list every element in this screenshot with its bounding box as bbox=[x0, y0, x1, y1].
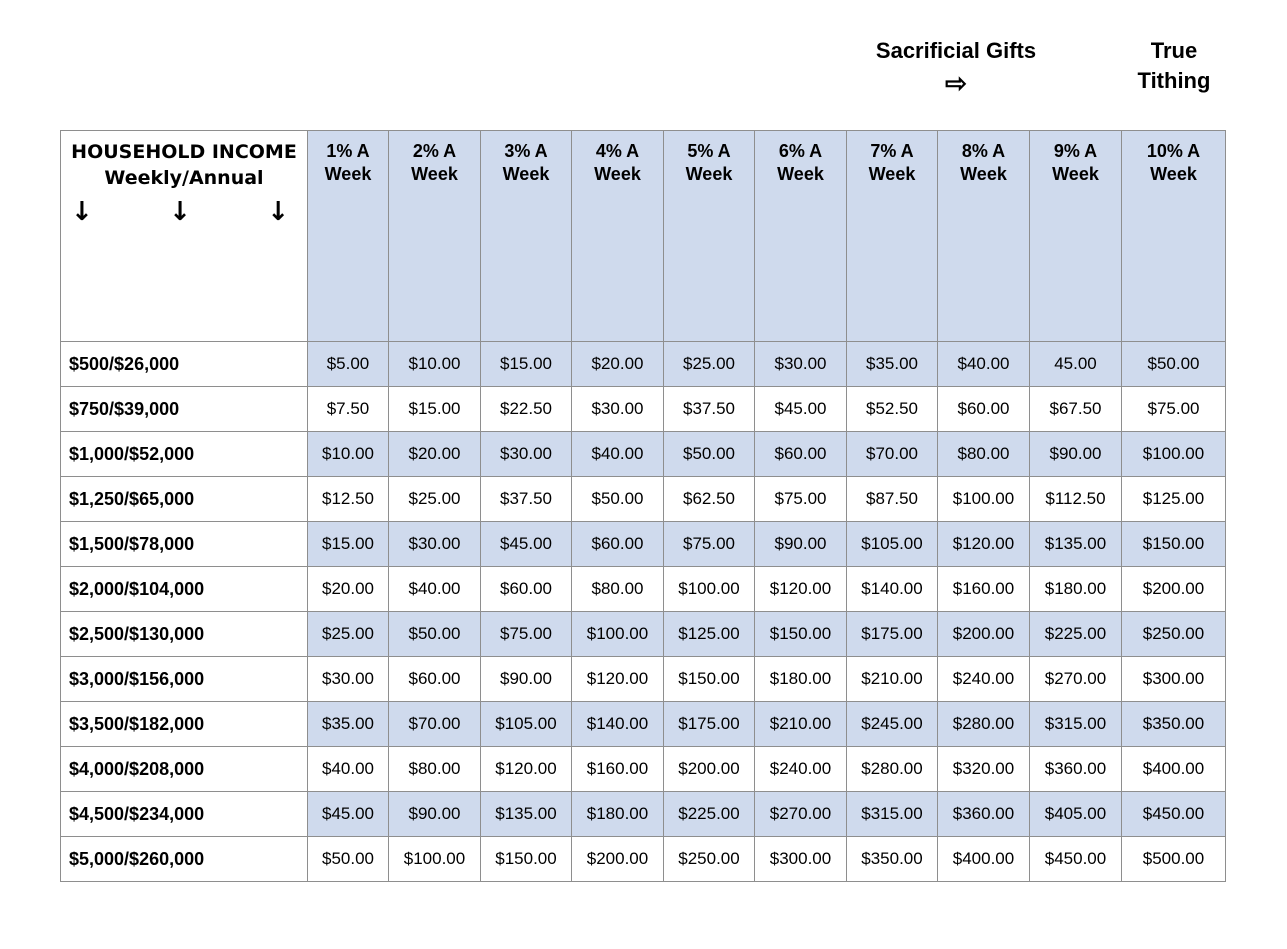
table-row bbox=[61, 612, 1226, 657]
amount-cell: $30.00 bbox=[755, 342, 847, 387]
amount-cell: $120.00 bbox=[938, 522, 1030, 567]
amount-cell: $125.00 bbox=[1122, 477, 1226, 522]
income-cell: $3,000/$156,000 bbox=[61, 657, 308, 702]
amount-cell: $25.00 bbox=[308, 612, 389, 657]
amount-cell: $200.00 bbox=[572, 837, 664, 882]
amount-cell: $5.00 bbox=[308, 342, 389, 387]
amount-cell: $270.00 bbox=[1030, 657, 1122, 702]
amount-cell: $67.50 bbox=[1030, 387, 1122, 432]
percent-column-header bbox=[308, 131, 389, 342]
amount-cell: $125.00 bbox=[664, 612, 755, 657]
amount-cell: $50.00 bbox=[308, 837, 389, 882]
amount-cell: $240.00 bbox=[755, 747, 847, 792]
amount-cell: $37.50 bbox=[664, 387, 755, 432]
table-row bbox=[61, 432, 1226, 477]
down-arrow-icon: ↓ bbox=[169, 197, 191, 227]
amount-cell: $52.50 bbox=[847, 387, 938, 432]
amount-cell: $60.00 bbox=[481, 567, 572, 612]
sacrificial-gifts-label bbox=[856, 36, 1056, 98]
amount-cell: $280.00 bbox=[938, 702, 1030, 747]
amount-cell: $105.00 bbox=[481, 702, 572, 747]
amount-cell: $30.00 bbox=[389, 522, 481, 567]
amount-cell: $15.00 bbox=[481, 342, 572, 387]
amount-cell: $225.00 bbox=[1030, 612, 1122, 657]
household-income-header bbox=[61, 131, 308, 342]
amount-cell: $315.00 bbox=[847, 792, 938, 837]
table-row bbox=[61, 567, 1226, 612]
weekly-annual-subtitle: Weekly/Annual bbox=[104, 167, 264, 189]
amount-cell: $40.00 bbox=[389, 567, 481, 612]
amount-cell: $350.00 bbox=[847, 837, 938, 882]
amount-cell: $80.00 bbox=[572, 567, 664, 612]
amount-cell: $12.50 bbox=[308, 477, 389, 522]
column-percent-label: 8% A bbox=[961, 141, 1006, 161]
amount-cell: $75.00 bbox=[755, 477, 847, 522]
column-week-label: Week bbox=[594, 164, 641, 184]
down-arrow-icon: ↓ bbox=[267, 197, 289, 227]
column-percent-label: 3% A bbox=[504, 141, 548, 161]
amount-cell: $175.00 bbox=[664, 702, 755, 747]
amount-cell: $270.00 bbox=[755, 792, 847, 837]
amount-cell: $150.00 bbox=[1122, 522, 1226, 567]
amount-cell: $62.50 bbox=[664, 477, 755, 522]
column-week-label: Week bbox=[502, 164, 550, 184]
percent-column-header bbox=[755, 131, 847, 342]
amount-cell: $60.00 bbox=[389, 657, 481, 702]
table-row bbox=[61, 522, 1226, 567]
amount-cell: $210.00 bbox=[755, 702, 847, 747]
amount-cell: $300.00 bbox=[755, 837, 847, 882]
amount-cell: $10.00 bbox=[308, 432, 389, 477]
amount-cell: $135.00 bbox=[481, 792, 572, 837]
amount-cell: $90.00 bbox=[1030, 432, 1122, 477]
amount-cell: $50.00 bbox=[664, 432, 755, 477]
amount-cell: $45.00 bbox=[481, 522, 572, 567]
amount-cell: $37.50 bbox=[481, 477, 572, 522]
column-week-label: Week bbox=[685, 164, 733, 184]
column-percent-label: 10% A bbox=[1146, 141, 1201, 161]
amount-cell: $450.00 bbox=[1122, 792, 1226, 837]
column-week-label: Week bbox=[411, 164, 458, 184]
amount-cell: $80.00 bbox=[938, 432, 1030, 477]
column-percent-label: 9% A bbox=[1053, 141, 1098, 161]
amount-cell: $70.00 bbox=[847, 432, 938, 477]
income-cell: $4,500/$234,000 bbox=[61, 792, 308, 837]
amount-cell: $90.00 bbox=[389, 792, 481, 837]
percent-column-header bbox=[1030, 131, 1122, 342]
header-row bbox=[61, 131, 1226, 342]
amount-cell: $10.00 bbox=[389, 342, 481, 387]
table-row bbox=[61, 837, 1226, 882]
table-row bbox=[61, 702, 1226, 747]
amount-cell: $225.00 bbox=[664, 792, 755, 837]
amount-cell: $245.00 bbox=[847, 702, 938, 747]
percent-column-header bbox=[572, 131, 664, 342]
amount-cell: $100.00 bbox=[664, 567, 755, 612]
amount-cell: $87.50 bbox=[847, 477, 938, 522]
amount-cell: $250.00 bbox=[664, 837, 755, 882]
amount-cell: $45.00 bbox=[308, 792, 389, 837]
amount-cell: $160.00 bbox=[938, 567, 1030, 612]
amount-cell: $15.00 bbox=[308, 522, 389, 567]
amount-cell: $120.00 bbox=[755, 567, 847, 612]
amount-cell: $360.00 bbox=[938, 792, 1030, 837]
amount-cell: $100.00 bbox=[572, 612, 664, 657]
amount-cell: $180.00 bbox=[572, 792, 664, 837]
column-week-label: Week bbox=[868, 164, 916, 184]
table-row bbox=[61, 792, 1226, 837]
amount-cell: $450.00 bbox=[1030, 837, 1122, 882]
percent-column-header bbox=[847, 131, 938, 342]
percent-column-header bbox=[389, 131, 481, 342]
amount-cell: $20.00 bbox=[308, 567, 389, 612]
column-percent-label: 2% A bbox=[412, 141, 457, 161]
amount-cell: $40.00 bbox=[938, 342, 1030, 387]
amount-cell: $135.00 bbox=[1030, 522, 1122, 567]
income-cell: $1,500/$78,000 bbox=[61, 522, 308, 567]
amount-cell: $120.00 bbox=[572, 657, 664, 702]
amount-cell: $100.00 bbox=[1122, 432, 1226, 477]
amount-cell: $160.00 bbox=[572, 747, 664, 792]
amount-cell: $80.00 bbox=[389, 747, 481, 792]
amount-cell: $20.00 bbox=[389, 432, 481, 477]
column-percent-label: 5% A bbox=[687, 141, 731, 161]
amount-cell: $22.50 bbox=[481, 387, 572, 432]
income-cell: $4,000/$208,000 bbox=[61, 747, 308, 792]
amount-cell: $105.00 bbox=[847, 522, 938, 567]
amount-cell: $350.00 bbox=[1122, 702, 1226, 747]
percent-column-header bbox=[481, 131, 572, 342]
amount-cell: $400.00 bbox=[1122, 747, 1226, 792]
amount-cell: $500.00 bbox=[1122, 837, 1226, 882]
amount-cell: $35.00 bbox=[847, 342, 938, 387]
amount-cell: $320.00 bbox=[938, 747, 1030, 792]
amount-cell: $25.00 bbox=[664, 342, 755, 387]
amount-cell: $112.50 bbox=[1030, 477, 1122, 522]
column-week-label: Week bbox=[1150, 164, 1197, 184]
column-percent-label: 1% A bbox=[326, 141, 370, 161]
amount-cell: $40.00 bbox=[308, 747, 389, 792]
income-cell: $3,500/$182,000 bbox=[61, 702, 308, 747]
percent-column-header bbox=[938, 131, 1030, 342]
amount-cell: $90.00 bbox=[755, 522, 847, 567]
column-week-label: Week bbox=[960, 164, 1007, 184]
amount-cell: $50.00 bbox=[389, 612, 481, 657]
down-arrow-icon: ↓ bbox=[71, 197, 93, 227]
amount-cell: $60.00 bbox=[938, 387, 1030, 432]
amount-cell: $100.00 bbox=[938, 477, 1030, 522]
amount-cell: $360.00 bbox=[1030, 747, 1122, 792]
amount-cell: $200.00 bbox=[664, 747, 755, 792]
amount-cell: $50.00 bbox=[572, 477, 664, 522]
column-week-label: Week bbox=[324, 164, 372, 184]
table-row bbox=[61, 747, 1226, 792]
amount-cell: $405.00 bbox=[1030, 792, 1122, 837]
table-row bbox=[61, 387, 1226, 432]
column-week-label: Week bbox=[1052, 164, 1099, 184]
amount-cell: $180.00 bbox=[755, 657, 847, 702]
table-row bbox=[61, 342, 1226, 387]
income-cell: $2,000/$104,000 bbox=[61, 567, 308, 612]
amount-cell: $30.00 bbox=[481, 432, 572, 477]
amount-cell: $75.00 bbox=[481, 612, 572, 657]
amount-cell: $300.00 bbox=[1122, 657, 1226, 702]
amount-cell: $25.00 bbox=[389, 477, 481, 522]
income-cell: $750/$39,000 bbox=[61, 387, 308, 432]
amount-cell: $200.00 bbox=[1122, 567, 1226, 612]
amount-cell: $175.00 bbox=[847, 612, 938, 657]
percent-column-header bbox=[1122, 131, 1226, 342]
income-cell: $500/$26,000 bbox=[61, 342, 308, 387]
amount-cell: $180.00 bbox=[1030, 567, 1122, 612]
amount-cell: $15.00 bbox=[389, 387, 481, 432]
amount-cell: $150.00 bbox=[481, 837, 572, 882]
column-percent-label: 4% A bbox=[595, 141, 640, 161]
household-income-title: HOUSEHOLD INCOME bbox=[71, 141, 297, 163]
income-cell: $5,000/$260,000 bbox=[61, 837, 308, 882]
amount-cell: $400.00 bbox=[938, 837, 1030, 882]
amount-cell: $60.00 bbox=[755, 432, 847, 477]
column-percent-label: 6% A bbox=[778, 141, 823, 161]
amount-cell: $315.00 bbox=[1030, 702, 1122, 747]
amount-cell: $50.00 bbox=[1122, 342, 1226, 387]
right-arrow-icon: ⇨ bbox=[945, 68, 967, 98]
income-cell: $1,000/$52,000 bbox=[61, 432, 308, 477]
column-week-label: Week bbox=[777, 164, 824, 184]
amount-cell: $45.00 bbox=[755, 387, 847, 432]
amount-cell: $7.50 bbox=[308, 387, 389, 432]
amount-cell: $90.00 bbox=[481, 657, 572, 702]
amount-cell: $100.00 bbox=[389, 837, 481, 882]
true-tithing-line1: True bbox=[1150, 38, 1198, 63]
amount-cell: $70.00 bbox=[389, 702, 481, 747]
amount-cell: $60.00 bbox=[572, 522, 664, 567]
amount-cell: $200.00 bbox=[938, 612, 1030, 657]
tithing-table bbox=[60, 130, 1226, 882]
amount-cell: $240.00 bbox=[938, 657, 1030, 702]
sacrificial-gifts-text: Sacrificial Gifts bbox=[875, 38, 1037, 63]
amount-cell: $75.00 bbox=[664, 522, 755, 567]
amount-cell: $210.00 bbox=[847, 657, 938, 702]
table-row bbox=[61, 657, 1226, 702]
amount-cell: $35.00 bbox=[308, 702, 389, 747]
income-cell: $2,500/$130,000 bbox=[61, 612, 308, 657]
column-percent-label: 7% A bbox=[870, 141, 914, 161]
income-cell: $1,250/$65,000 bbox=[61, 477, 308, 522]
amount-cell: $75.00 bbox=[1122, 387, 1226, 432]
amount-cell: $20.00 bbox=[572, 342, 664, 387]
true-tithing-line2: Tithing bbox=[1137, 68, 1211, 93]
percent-column-header bbox=[664, 131, 755, 342]
amount-cell: $250.00 bbox=[1122, 612, 1226, 657]
amount-cell: $30.00 bbox=[308, 657, 389, 702]
amount-cell: $150.00 bbox=[755, 612, 847, 657]
amount-cell: $40.00 bbox=[572, 432, 664, 477]
amount-cell: $150.00 bbox=[664, 657, 755, 702]
amount-cell: $280.00 bbox=[847, 747, 938, 792]
amount-cell: $140.00 bbox=[572, 702, 664, 747]
table-row bbox=[61, 477, 1226, 522]
true-tithing-label bbox=[1124, 36, 1224, 96]
amount-cell: $30.00 bbox=[572, 387, 664, 432]
amount-cell: $120.00 bbox=[481, 747, 572, 792]
amount-cell: $140.00 bbox=[847, 567, 938, 612]
amount-cell: 45.00 bbox=[1030, 342, 1122, 387]
